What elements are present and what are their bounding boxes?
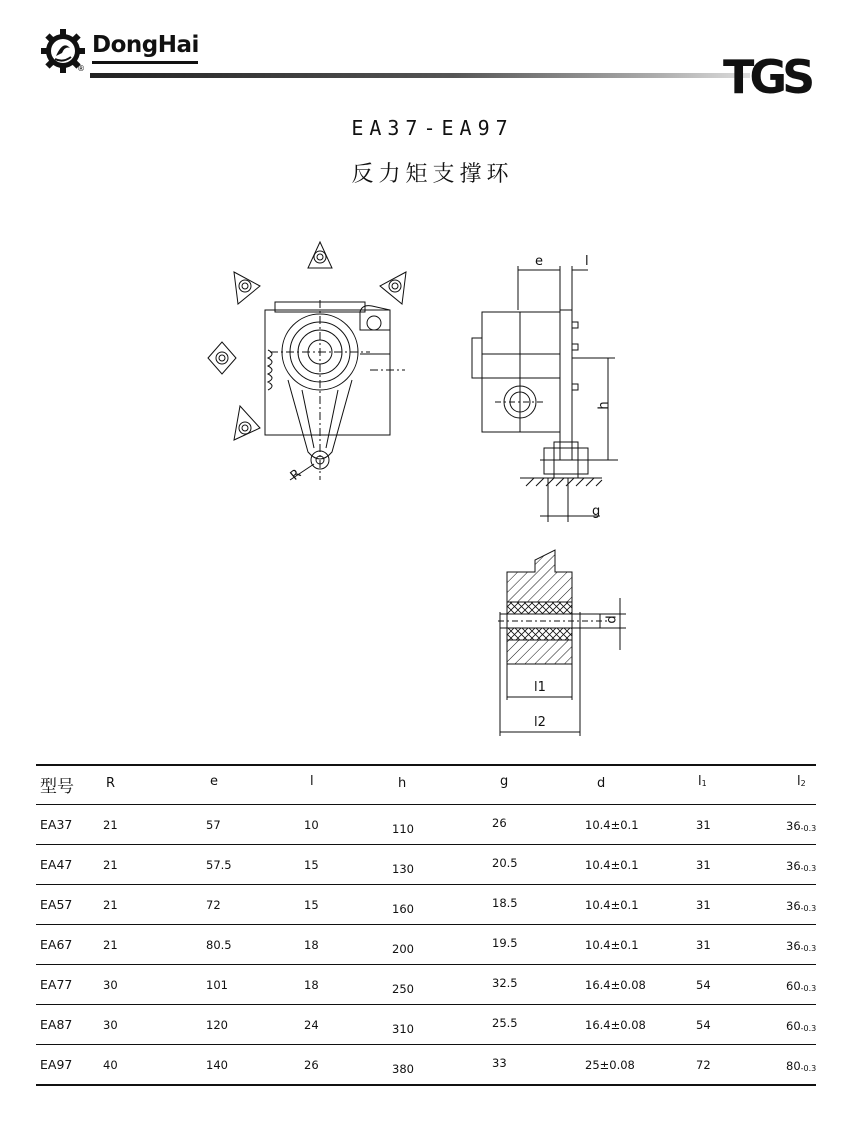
g-cell: 20.5	[492, 856, 518, 870]
l-cell: 10	[304, 818, 319, 832]
e-cell: 120	[206, 1018, 228, 1032]
l2-cell: 80-0.3	[786, 1059, 817, 1073]
model-cell: EA57	[40, 897, 73, 912]
header-R: R	[106, 776, 116, 791]
e-cell: 140	[206, 1058, 228, 1072]
page-title-cn: 反力矩支撑环	[351, 162, 514, 187]
model-cell: EA67	[40, 937, 73, 952]
tgs-logo: TGS	[723, 50, 811, 104]
h-cell: 250	[392, 982, 414, 996]
l-cell: 15	[304, 858, 319, 872]
header-l: l	[310, 774, 314, 789]
e-cell: 57	[206, 818, 221, 832]
g-cell: 32.5	[492, 976, 518, 990]
r-cell: 30	[103, 978, 118, 992]
h-cell: 200	[392, 942, 414, 956]
l1-cell: 72	[696, 1058, 711, 1072]
l2-cell: 36-0.3	[786, 899, 817, 913]
h-cell: 380	[392, 1062, 414, 1076]
d-cell: 10.4±0.1	[585, 858, 639, 872]
header-d: d	[597, 776, 606, 791]
l1-cell: 31	[696, 898, 711, 912]
radius-label	[283, 462, 307, 486]
dim-label-l2: l2	[534, 715, 546, 730]
d-cell: 10.4±0.1	[585, 898, 639, 912]
header-g: g	[500, 774, 509, 789]
registered-mark: ®	[77, 64, 85, 73]
l-cell: 26	[304, 1058, 319, 1072]
dim-label-d: d	[604, 615, 620, 624]
model-cell: EA97	[40, 1057, 73, 1072]
l2-cell: 36-0.3	[786, 819, 817, 833]
l1-cell: 31	[696, 938, 711, 952]
l-cell: 18	[304, 938, 319, 952]
h-cell: 160	[392, 902, 414, 916]
l2-cell: 60-0.3	[786, 979, 817, 993]
e-cell: 57.5	[206, 858, 232, 872]
g-cell: 25.5	[492, 1016, 518, 1030]
dim-label-l1: l1	[534, 680, 546, 695]
d-cell: 16.4±0.08	[585, 978, 646, 992]
l1-cell: 54	[696, 978, 711, 992]
g-cell: 19.5	[492, 936, 518, 950]
r-cell: 40	[103, 1058, 118, 1072]
header-e: e	[210, 774, 218, 789]
model-cell: EA47	[40, 857, 73, 872]
h-cell: 130	[392, 862, 414, 876]
header-h: h	[398, 776, 407, 791]
g-cell: 26	[492, 816, 507, 830]
front-view-drawing	[190, 230, 430, 490]
model-cell: EA87	[40, 1017, 73, 1032]
dim-label-l: l	[585, 254, 589, 269]
page-title-model: EA37-EA97	[351, 116, 514, 140]
r-cell: 21	[103, 898, 118, 912]
dim-label-e: e	[535, 254, 543, 269]
e-cell: 80.5	[206, 938, 232, 952]
h-cell: 110	[392, 822, 414, 836]
l1-cell: 54	[696, 1018, 711, 1032]
header-rule	[90, 73, 750, 78]
dim-label-h: h	[596, 401, 612, 410]
e-cell: 72	[206, 898, 221, 912]
brand-name: DongHai	[92, 32, 199, 58]
g-cell: 33	[492, 1056, 507, 1070]
dim-label-g: g	[592, 504, 601, 519]
model-cell: EA37	[40, 817, 73, 832]
r-cell: 21	[103, 858, 118, 872]
d-cell: 10.4±0.1	[585, 938, 639, 952]
model-cell: EA77	[40, 977, 73, 992]
l-cell: 18	[304, 978, 319, 992]
l2-cell: 36-0.3	[786, 859, 817, 873]
brand-underline	[92, 61, 198, 64]
r-cell: 21	[103, 938, 118, 952]
r-cell: 30	[103, 1018, 118, 1032]
g-cell: 18.5	[492, 896, 518, 910]
e-cell: 101	[206, 978, 228, 992]
r-cell: 21	[103, 818, 118, 832]
l1-cell: 31	[696, 858, 711, 872]
bushing-section-drawing	[490, 540, 640, 740]
l-cell: 24	[304, 1018, 319, 1032]
d-cell: 25±0.08	[585, 1058, 635, 1072]
header-model: 型号	[40, 777, 74, 797]
d-cell: 16.4±0.08	[585, 1018, 646, 1032]
header-l1: l1	[698, 774, 707, 789]
svg-text:R: R	[287, 466, 305, 484]
d-cell: 10.4±0.1	[585, 818, 639, 832]
l2-cell: 60-0.3	[786, 1019, 817, 1033]
l2-cell: 36-0.3	[786, 939, 817, 953]
l-cell: 15	[304, 898, 319, 912]
h-cell: 310	[392, 1022, 414, 1036]
header-l2: l2	[797, 774, 806, 789]
side-view-drawing	[460, 250, 620, 530]
l1-cell: 31	[696, 818, 711, 832]
